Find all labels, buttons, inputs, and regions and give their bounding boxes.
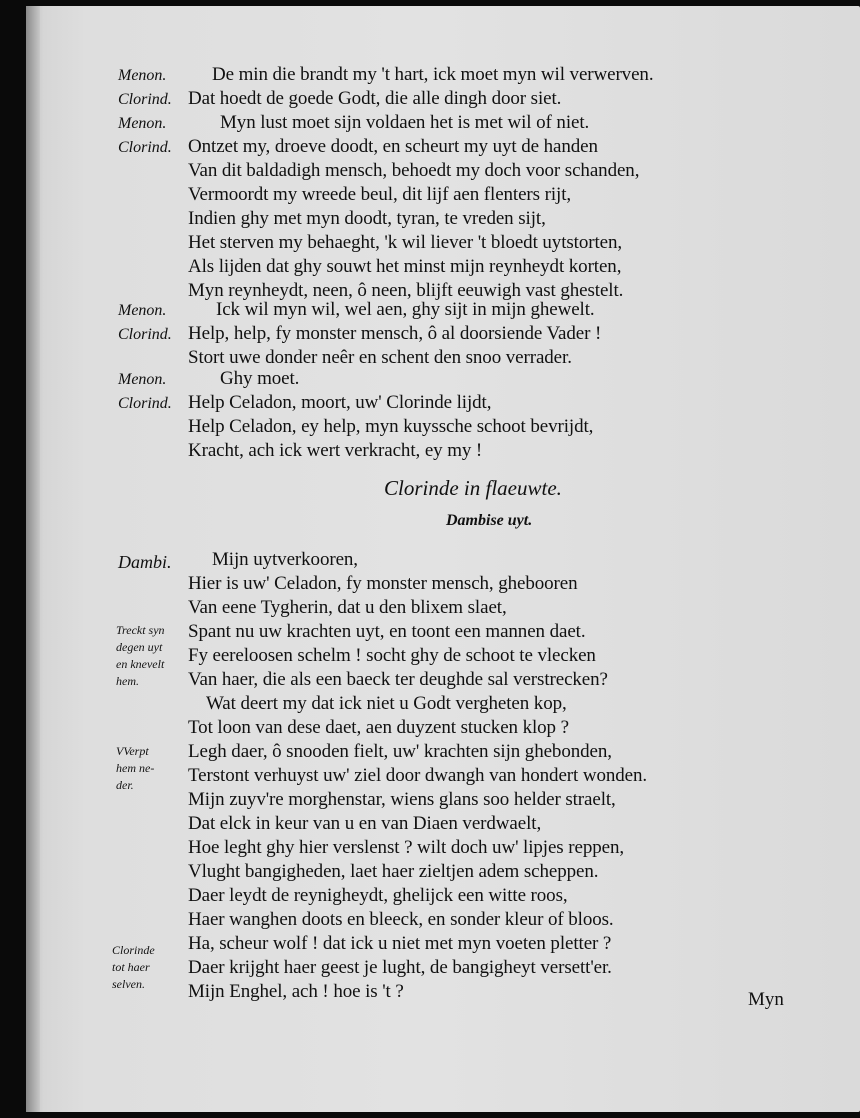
verse-line: Hoe leght ghy hier verslenst ? wilt doch uw' lipjes reppen, (188, 837, 624, 858)
verse-line: Mijn uytverkooren, (212, 549, 358, 570)
margin-note: Clorinde tot haer selven. (112, 943, 155, 991)
verse-line: Vlught bangigheden, laet haer zieltjen adem scheppen. (188, 861, 599, 882)
verse-line: Van haer, die als een baeck ter deughde sal verstrecken? (188, 669, 608, 690)
margin-note: Treckt syn degen uyt en knevelt hem. (116, 623, 165, 688)
speaker-label: Clorind. (118, 395, 172, 412)
verse-line: Indien ghy met myn doodt, tyran, te vreden sijt, (188, 208, 546, 229)
verse-line: Ick wil myn wil, wel aen, ghy sijt in mijn ghewelt. (216, 299, 595, 320)
catchword: Myn (748, 989, 784, 1010)
speaker-label: Menon. (118, 115, 167, 132)
verse-line: Terstont verhuyst uw' ziel door dwangh van hondert wonden. (188, 765, 648, 786)
verse-line: Dat hoedt de goede Godt, die alle dingh door siet. (188, 88, 562, 109)
verse-line: Help Celadon, ey help, myn kuyssche schoot bevrijdt, (188, 416, 594, 437)
stage-direction-entrance: Dambise uyt. (446, 512, 533, 529)
stage-direction-heading: Clorinde in flaeuwte. (384, 476, 562, 500)
speaker-label: Dambi. (118, 552, 172, 572)
verse-line: Legh daer, ô snooden fielt, uw' krachten sijn ghebonden, (188, 741, 612, 762)
verse-line: Van eene Tygherin, dat u den blixem slaet, (188, 597, 507, 618)
verse-line: Mijn zuyv're morghenstar, wiens glans soo helder straelt, (188, 789, 616, 810)
verse-line: Help Celadon, moort, uw' Clorinde lijdt, (188, 392, 492, 413)
speaker-label: Clorind. (118, 91, 172, 108)
verse-line: Haer wanghen doots en bleeck, en sonder kleur of bloos. (188, 909, 614, 930)
verse-line: Ontzet my, droeve doodt, en scheurt my uyt de handen (188, 136, 598, 157)
verse-line: Hier is uw' Celadon, fy monster mensch, ghebooren (188, 573, 578, 594)
verse-line: Dat elck in keur van u en van Diaen verdwaelt, (188, 813, 542, 834)
verse-line: Myn reynheydt, neen, ô neen, blijft eeuwigh vast ghestelt. (188, 280, 624, 301)
speaker-label: Clorind. (118, 139, 172, 156)
speaker-label: Menon. (118, 302, 167, 319)
verse-line: Kracht, ach ick wert verkracht, ey my ! (188, 440, 483, 461)
verse-line: Het sterven my behaeght, 'k wil liever 't bloedt uytstorten, (188, 232, 623, 253)
verse-line: Wat deert my dat ick niet u Godt vergheten kop, (206, 693, 567, 714)
verse-line: Spant nu uw krachten uyt, en toont een mannen daet. (188, 621, 586, 642)
book-page (26, 6, 860, 1112)
speaker-label: Clorind. (118, 326, 172, 343)
verse-line: Vermoordt my wreede beul, dit lijf aen flenters rijt, (188, 184, 572, 205)
page-binding-shadow (26, 6, 40, 1112)
verse-line: Tot loon van dese daet, aen duyzent stucken klop ? (188, 717, 569, 738)
verse-line: Als lijden dat ghy souwt het minst mijn reynheydt korten, (188, 256, 622, 277)
verse-line: Stort uwe donder neêr en schent den snoo verrader. (188, 347, 572, 368)
verse-line: Fy eereloosen schelm ! socht ghy de schoot te vlecken (188, 645, 596, 666)
verse-line: Daer krijght haer geest je lught, de bangigheyt versett'er. (188, 957, 612, 978)
speaker-label: Menon. (118, 67, 167, 84)
verse-line: Daer leydt de reynigheydt, ghelijck een witte roos, (188, 885, 568, 906)
verse-line: Mijn Enghel, ach ! hoe is 't ? (188, 981, 404, 1002)
verse-line: Myn lust moet sijn voldaen het is met wil of niet. (220, 112, 590, 133)
verse-line: Help, help, fy monster mensch, ô al doorsiende Vader ! (188, 323, 602, 344)
verse-line: Ghy moet. (220, 368, 300, 389)
speaker-label: Menon. (118, 371, 167, 388)
verse-line: Ha, scheur wolf ! dat ick u niet met myn voeten pletter ? (188, 933, 612, 954)
verse-line: Van dit baldadigh mensch, behoedt my doch voor schanden, (188, 160, 640, 181)
margin-note: VVerpt hem ne- der. (116, 744, 155, 792)
verse-line: De min die brandt my 't hart, ick moet myn wil verwerven. (212, 64, 654, 85)
